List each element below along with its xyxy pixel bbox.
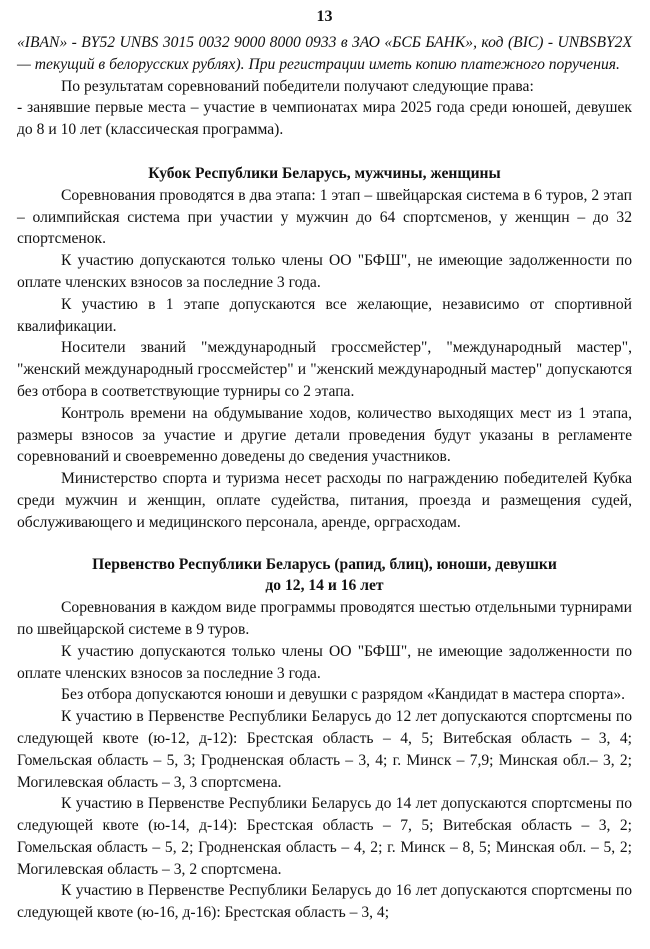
paragraph: К участию в Первенстве Республики Беларусь до 14 лет допускаются спортсмены по следующей квоте (ю-14, д-14): Брестская область – 7, 5; Витебская область – 3, 2; Гомельская область – 5, 2; Гродненская область – 4, 2; г. Минск – 8, 5; Минская обл. – 5, 2; Могилевская область – 3, 2 спортсмена. [17,795,632,878]
paragraph: Носители званий "международный гроссмейстер", "международный мастер", "женский международный гроссмейстер" и "женский международный мастер" допускаются без отбора в соответствующие турниры со 2 этапа. [17,339,632,400]
section-title-championship-ages: до 12, 14 и 16 лет [265,577,384,595]
rights-intro: По результатам соревнований победители получают следующие права: [61,77,534,95]
paragraph: К участию в Первенстве Республики Беларусь до 12 лет допускаются спортсмены по следующей квоте (ю-12, д-12): Брестская область – 4, 5; Витебская область – 3, 4; Гомельская область – 5, 3; Гродненская область – 3, 4; г. Минск – 7,9; Минская обл.– 3, 2; Могилевская область – 3, 3 спортсмена. [17,708,632,791]
page-number: 13 [316,8,333,25]
section-title-cup: Кубок Республики Беларусь, мужчины, женщины [148,164,501,182]
paragraph: К участию в Первенстве Республики Беларусь до 16 лет допускаются спортсмены по следующей квоте (ю-16, д-16): Брестская область – 3, 4; [17,882,632,922]
rights-item: - занявшие первые места – участие в чемпионатах мира 2025 года среди юношей, девушек до 8 и 10 лет (классическая программа). [17,99,632,139]
paragraph: Без отбора допускаются юноши и девушки с разрядом «Кандидат в мастера спорта». [61,686,626,704]
section-title-championship: Первенство Республики Беларусь (рапид, блиц), юноши, девушки [92,555,557,573]
paragraph: К участию допускаются только члены ОО "БФШ", не имеющие задолженности по оплате членских взносов за последние 3 года. [17,642,632,682]
paragraph: Министерство спорта и туризма несет расходы по награждению победителей Кубка среди мужчин и женщин, оплате судейства, питания, проезда и размещения судей, обслуживающего и медицинского персонала, аренде, орграсходам. [17,470,632,531]
paragraph: К участию допускаются только члены ОО "БФШ", не имеющие задолженности по оплате членских взносов за последние 3 года. [17,252,632,291]
paragraph: Соревнования в каждом виде программы проводятся шестью отдельными турнирами по швейцарской системе в 9 туров. [17,599,632,638]
paragraph: Контроль времени на обдумывание ходов, количество выходящих мест из 1 этапа, размеры взносов за участие и другие детали проведения будут указаны в регламенте соревнований и своевременно доведены до сведения участников. [17,404,632,466]
payment-details: «IBAN» - BY52 UNBS 3015 0032 9000 8000 0933 в ЗАО «БСБ БАНК», код (BIC) - UNBSBY2X — текущий в белорусских рублях). При регистрации иметь копию платежного поручения. [17,34,632,73]
paragraph: К участию в 1 этапе допускаются все желающие, независимо от спортивной квалификации. [17,295,632,335]
paragraph: Соревнования проводятся в два этапа: 1 этап – швейцарская система в 6 туров, 2 этап – олимпийская система при участии у мужчин до 64 спортсменов, у женщин – до 32 спортсменок. [17,186,632,248]
